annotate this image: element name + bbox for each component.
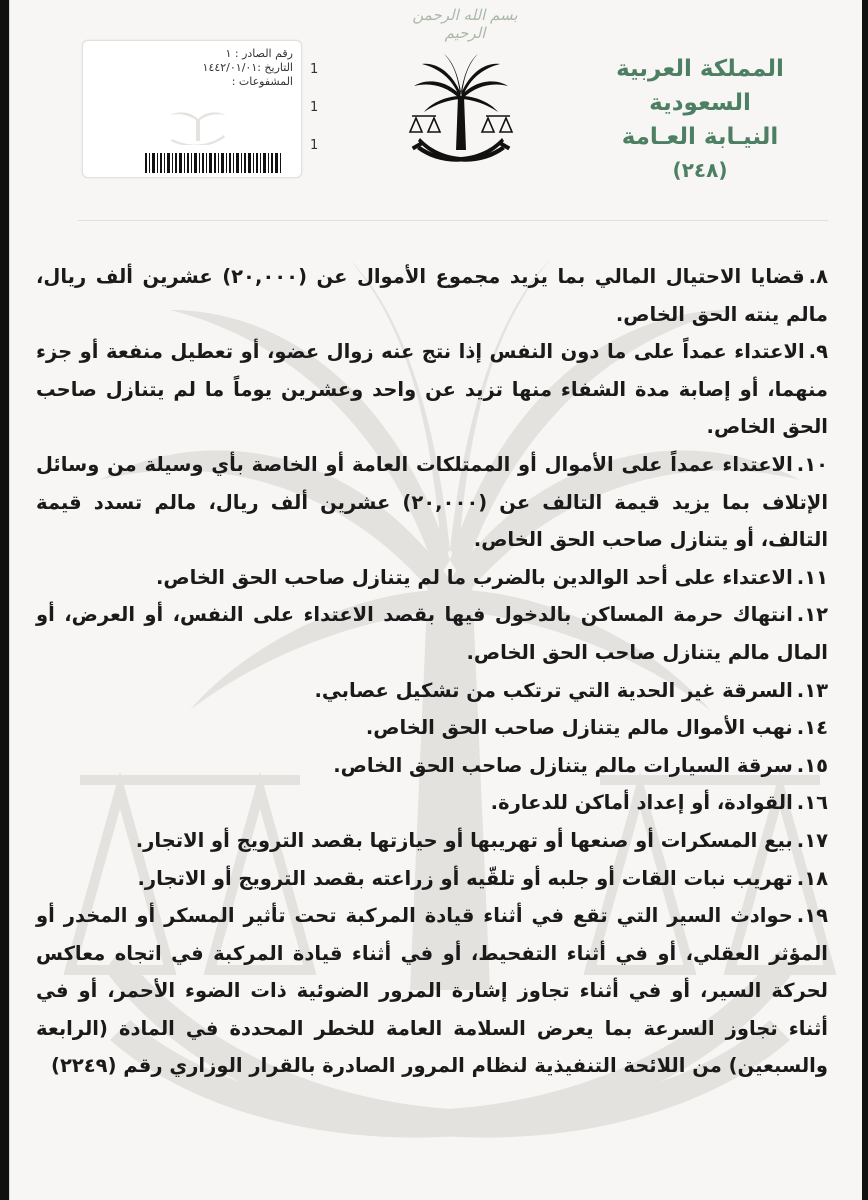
item-text: السرقة غير الحدية التي ترتكب من تشكيل عصابي. (314, 678, 793, 702)
item-number: ١٦. (796, 791, 828, 815)
issue-number: رقم الصادر : ١ (225, 47, 293, 60)
list-item (36, 709, 828, 747)
item-text: سرقة السيارات مالم يتنازل صاحب الحق الخاص. (333, 753, 793, 777)
item-number: ١٧. (796, 828, 828, 852)
item-number: ١٠. (796, 452, 828, 476)
item-number: ١١. (796, 565, 828, 589)
list-item (36, 747, 828, 785)
item-number: ١٩. (796, 904, 828, 928)
list-item (36, 897, 828, 1085)
item-number: ١٥. (796, 753, 828, 777)
item-text: الاعتداء عمداً على ما دون النفس إذا نتج عنه زوال عضو، أو تعطيل منفعة أو جزء منهما، أو إصابة مدة الشفاء منها تزيد عن واحد وعشرين يوماً ما لم يتنازل صاحب الحق الخاص. (36, 340, 828, 439)
issue-date: التاريخ :١٤٤٢/٠١/٠١ (202, 61, 293, 74)
list-item (36, 559, 828, 597)
attachments-label: المشفوعات : (231, 75, 293, 88)
saudi-emblem-icon (402, 50, 520, 170)
item-number: ٨. (808, 265, 828, 288)
agency-name: النيـابة العـامة (621, 124, 779, 150)
barcode-icon (145, 153, 285, 173)
list-item (36, 258, 828, 333)
list-item (36, 672, 828, 710)
ministry-heading (570, 52, 830, 186)
list-item (36, 784, 828, 822)
item-number: ١٢. (796, 603, 828, 627)
document-code: (٢٤٨) (672, 158, 728, 182)
faint-emblem-icon (158, 105, 238, 145)
list-item (36, 596, 828, 671)
list-item (36, 333, 828, 446)
mark: 1 (310, 138, 319, 153)
item-text: الاعتداء عمداً على الأموال أو الممتلكات العامة أو الخاصة بأي وسيلة من وسائل الإتلاف بما يزيد قيمة التالف عن (٢٠,٠٠٠) عشرين ألف ريال، مالم تسدد قيمة التالف، أو يتنازل صاحب الحق الخاص. (36, 452, 829, 552)
registration-stamp (82, 40, 302, 178)
list-item (36, 822, 828, 860)
item-number: ١٣. (796, 678, 828, 702)
item-text: انتهاك حرمة المساكن بالدخول فيها بقصد الاعتداء على النفس، أو العرض، أو المال مالم يتنازل صاحب الحق الخاص. (36, 603, 828, 664)
item-number: ٩. (808, 340, 828, 364)
item-text: تهريب نبات القات أو جلبه أو تلقّيه أو زراعته بقصد الترويج أو الاتجار. (137, 866, 793, 890)
item-number: ١٤. (796, 716, 828, 740)
item-text: بيع المسكرات أو صنعها أو تهريبها أو حيازتها بقصد الترويج أو الاتجار. (135, 828, 793, 852)
left-edge (0, 0, 9, 1200)
document-page (9, 0, 862, 1200)
item-text: القوادة، أو إعداد أماكن للدعارة. (490, 791, 793, 815)
item-number: ١٨. (796, 866, 828, 890)
item-text: قضايا الاحتيال المالي بما يزيد مجموع الأموال عن (٢٠,٠٠٠) عشرين ألف ريال، مالم ينته الحق الخاص. (36, 265, 828, 326)
mark: 1 (310, 62, 319, 77)
right-edge (861, 0, 868, 1200)
list-item (36, 446, 828, 559)
stamp-fields (203, 47, 293, 89)
item-text: الاعتداء على أحد الوالدين بالضرب ما لم يتنازل صاحب الحق الخاص. (155, 565, 793, 589)
country-name: المملكة العربية السعودية (616, 56, 784, 116)
header-divider (78, 220, 828, 221)
document-body (36, 258, 828, 1085)
mark: 1 (310, 100, 319, 115)
item-text: حوادث السير التي تقع في أثناء قيادة المركبة تحت تأثير المسكر أو المخدر أو المؤثر العقلي، أو في أثناء التفحيط، أو في أثناء قيادة المركبة في اتجاه معاكس لحركة السير، أو في أثناء تجاوز إشارة المرور الضوئية ذات الضوء الأحمر، أو في أثناء تجاوز السرعة بما يعرض السلامة العامة للخطر المحددة في المادة (الرابعة والسبعين) من اللائحة التنفيذية لنظام المرور الصادرة بالقرار الوزاري رقم (٢٢٤٩) (36, 904, 828, 1078)
list-item (36, 860, 828, 898)
basmala: بسم الله الرحمن الرحيم (412, 6, 518, 42)
item-text: نهب الأموال مالم يتنازل صاحب الحق الخاص. (365, 716, 793, 740)
